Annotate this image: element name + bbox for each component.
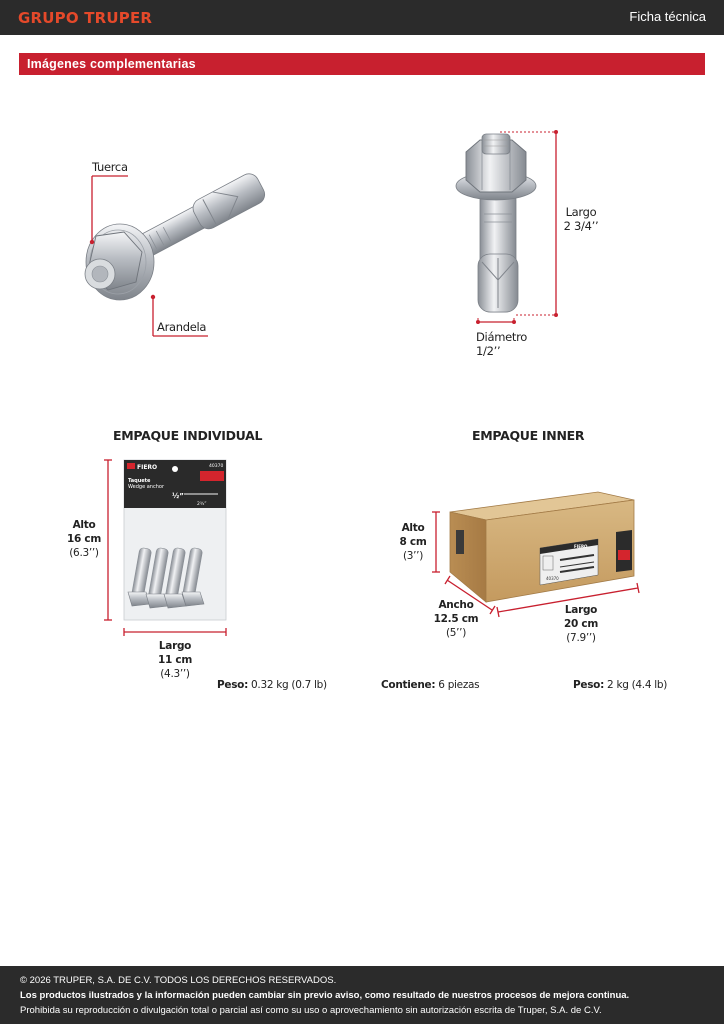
dimension-diameter-line	[476, 318, 516, 326]
label-diameter	[476, 330, 527, 358]
package-code: 40370	[209, 464, 224, 469]
inner-contains-label: Contiene:	[381, 679, 436, 691]
inner-contains-value: 6 piezas	[435, 679, 480, 691]
individual-weight-label: Peso:	[217, 679, 248, 691]
box-brand: FIERO	[574, 544, 588, 549]
document-type: Ficha técnica	[629, 9, 706, 24]
inner-width-cm: 12.5 cm	[433, 613, 479, 625]
inner-height-in: (3’’)	[402, 550, 424, 562]
individual-length-in: (4.3’’)	[160, 668, 190, 680]
label-diameter-title: Diámetro	[476, 330, 527, 344]
inner-weight-label: Peso:	[573, 679, 604, 691]
package-name-en: Wedge anchor	[128, 484, 165, 490]
inner-weight-value: 2 kg (4.4 lb)	[603, 679, 668, 691]
footer-notice: Los productos ilustrados y la información pueden cambiar sin previo aviso, como resultado de nuestros procesos de mejora continua.	[20, 990, 630, 1001]
inner-length-in: (7.9’’)	[566, 632, 596, 644]
inner-contains	[381, 679, 479, 691]
package-name: Taquete	[128, 478, 151, 484]
individual-height-cm: 16 cm	[67, 533, 101, 545]
inner-width-label: Ancho	[438, 599, 474, 611]
inner-length-cm: 20 cm	[564, 618, 598, 630]
anchor-angled-image	[85, 170, 268, 300]
anchor-vertical-image	[456, 134, 536, 312]
inner-width-dim	[430, 598, 482, 640]
inner-height-label: Alto	[401, 522, 425, 534]
label-length-title: Largo	[565, 205, 597, 219]
dimension-individual-length	[124, 628, 226, 636]
inner-width-in: (5’’)	[445, 627, 467, 639]
inner-length-label: Largo	[564, 604, 598, 616]
footer-prohibition: Prohibida su reproducción o divulgación total o parcial así como su uso o aprovechamiento sin autorización escrita de Truper, S.A. de C.V.	[20, 1005, 602, 1016]
individual-length-cm: 11 cm	[158, 654, 192, 666]
individual-weight-value: 0.32 kg (0.7 lb)	[247, 679, 327, 691]
package-size: ½”	[172, 492, 184, 500]
individual-height-in: (6.3’’)	[69, 547, 99, 559]
individual-length-dim	[150, 639, 200, 681]
brand-logo: GRUPO TRUPER	[18, 9, 153, 27]
footer	[0, 966, 724, 1024]
individual-weight	[217, 679, 327, 691]
individual-length-label: Largo	[158, 640, 192, 652]
label-nut: Tuerca	[92, 160, 128, 174]
heading-inner-package: EMPAQUE INNER	[472, 428, 585, 443]
label-washer: Arandela	[157, 320, 207, 334]
label-length	[556, 205, 606, 233]
section-title: Imágenes complementarias	[27, 57, 196, 71]
label-length-value: 2 3/4’’	[563, 219, 599, 233]
heading-individual-package: EMPAQUE INDIVIDUAL	[113, 428, 263, 443]
inner-height-dim	[392, 521, 434, 563]
package-length: 2¾”	[197, 502, 207, 507]
package-brand: FIERO	[137, 464, 158, 471]
inner-box-image	[450, 492, 634, 602]
individual-package-image	[124, 460, 226, 620]
label-diameter-value: 1/2’’	[476, 344, 501, 358]
inner-length-dim	[556, 603, 606, 645]
inner-weight	[573, 679, 667, 691]
footer-copyright: © 2026 TRUPER, S.A. DE C.V. TODOS LOS DERECHOS RESERVADOS.	[20, 975, 337, 986]
inner-height-cm: 8 cm	[399, 536, 427, 548]
individual-height-label: Alto	[72, 519, 96, 531]
individual-height-dim	[62, 518, 106, 560]
box-code: 40370	[546, 576, 559, 581]
